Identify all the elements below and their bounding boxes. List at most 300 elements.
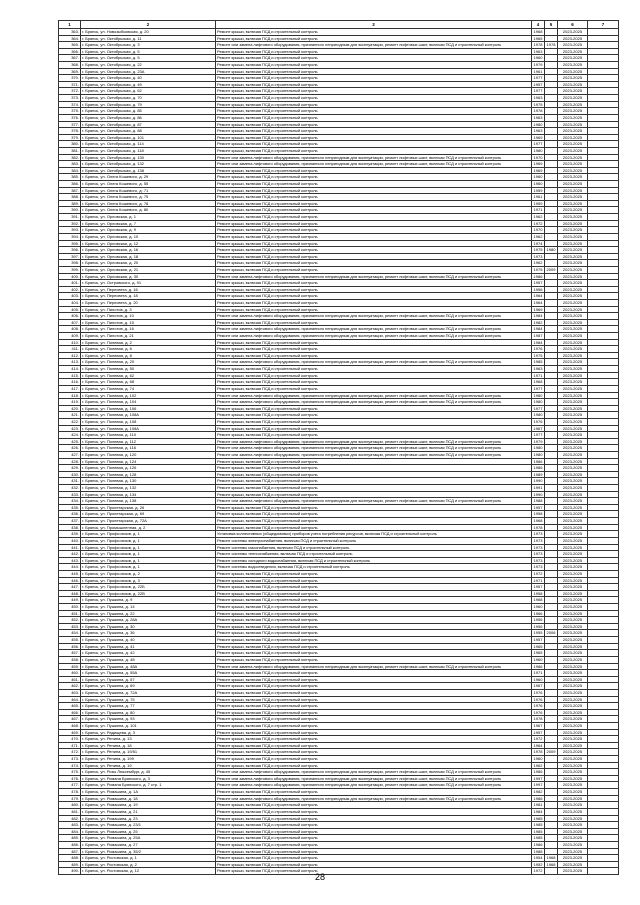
cell-year-reconstructed — [545, 531, 558, 538]
cell-year-built: 1960 — [532, 756, 545, 763]
cell-work-type: Ремонт крыши, включая ПСД и строительный контроль — [216, 815, 532, 822]
cell-address: г. Брянск, ул. Полевая, д. 124 — [81, 458, 216, 465]
cell-work-type: Ремонт крыши, включая ПСД и строительный контроль — [216, 590, 532, 597]
cell-year-built: 1968 — [532, 29, 545, 36]
cell-year-reconstructed — [545, 822, 558, 829]
cell-planned-period: 2023-2025 — [558, 432, 588, 439]
cell-planned-period: 2023-2025 — [558, 339, 588, 346]
cell-address: г. Брянск, ул. Ромашина, д. 25 — [81, 828, 216, 835]
cell-year-built: 1962 — [532, 762, 545, 769]
table-row — [59, 114, 619, 121]
cell-year-built: 1975 — [532, 266, 545, 273]
cell-work-type: Ремонт крыши, включая ПСД и строительный контроль — [216, 346, 532, 353]
cell-address: г. Брянск, ул. Новозыбковская, д. 20 — [81, 29, 216, 36]
cell-note — [588, 412, 619, 419]
table-row — [59, 48, 619, 55]
cell-planned-period: 2023-2025 — [558, 418, 588, 425]
cell-row-number: 463. — [59, 689, 81, 696]
cell-year-built: 1980 — [532, 392, 545, 399]
cell-planned-period: 2023-2025 — [558, 597, 588, 604]
cell-note — [588, 643, 619, 650]
cell-work-type: Ремонт крыши, включая ПСД и строительный контроль — [216, 75, 532, 82]
cell-work-type: Ремонт крыши, включая ПСД и строительный контроль — [216, 286, 532, 293]
cell-note — [588, 855, 619, 862]
cell-work-type: Ремонт крыши, включая ПСД и строительный контроль — [216, 101, 532, 108]
table-row — [59, 689, 619, 696]
cell-planned-period: 2023-2025 — [558, 736, 588, 743]
cell-year-built: 1963 — [532, 128, 545, 135]
cell-row-number: 420. — [59, 405, 81, 412]
cell-year-built: 1979 — [532, 438, 545, 445]
cell-planned-period: 2023-2025 — [558, 703, 588, 710]
cell-note — [588, 220, 619, 227]
cell-planned-period: 2023-2025 — [558, 716, 588, 723]
cell-planned-period: 2023-2025 — [558, 62, 588, 69]
cell-year-built: 1991 — [532, 485, 545, 492]
cell-note — [588, 346, 619, 353]
table-row — [59, 181, 619, 188]
cell-note — [588, 716, 619, 723]
cell-work-type: Ремонт или замена лифтового оборудования, признанного непригодным для эксплуатации, ремонт лифтовых шахт, включая ПСД и строительный контроль — [216, 333, 532, 340]
cell-note — [588, 841, 619, 848]
cell-address: г. Брянск, ул. Розы Люксембург, д. 45 — [81, 769, 216, 776]
cell-year-reconstructed — [545, 828, 558, 835]
cell-address: г. Брянск, ул. Полевая, д. 68 — [81, 379, 216, 386]
cell-address: г. Брянск, ул. Полевая, д. 104 — [81, 399, 216, 406]
cell-note — [588, 637, 619, 644]
cell-note — [588, 742, 619, 749]
header-col-1: 1 — [59, 21, 81, 29]
cell-note — [588, 445, 619, 452]
cell-year-reconstructed — [545, 200, 558, 207]
cell-planned-period: 2023-2025 — [558, 55, 588, 62]
cell-year-reconstructed — [545, 518, 558, 525]
cell-row-number: 483. — [59, 822, 81, 829]
cell-year-built: 1963 — [532, 95, 545, 102]
cell-year-reconstructed — [545, 590, 558, 597]
cell-work-type: Ремонт крыши, включая ПСД и строительный контроль — [216, 828, 532, 835]
cell-year-built: 1972 — [532, 868, 545, 875]
table-row — [59, 134, 619, 141]
cell-note — [588, 749, 619, 756]
cell-address: г. Брянск, ул. Орловская, д. 12 — [81, 240, 216, 247]
cell-planned-period: 2023-2025 — [558, 789, 588, 796]
cell-address: г. Брянск, ул. Полевая, д. 106 — [81, 405, 216, 412]
cell-row-number: 473. — [59, 756, 81, 763]
cell-year-reconstructed — [545, 366, 558, 373]
cell-row-number: 383. — [59, 161, 81, 168]
cell-address: г. Брянск, ул. Пушкина, д. 57 — [81, 676, 216, 683]
cell-planned-period: 2023-2025 — [558, 722, 588, 729]
cell-year-built: 1969 — [532, 134, 545, 141]
cell-note — [588, 537, 619, 544]
cell-address: г. Брянск, ул. Романа Брянского, д. 7 стр. 1 — [81, 782, 216, 789]
cell-address: г. Брянск, ул. Репина, д. 13 — [81, 736, 216, 743]
cell-work-type: Ремонт крыши, включая ПСД и строительный контроль — [216, 722, 532, 729]
cell-work-type: Ремонт или замена лифтового оборудования, признанного непригодным для эксплуатации, ремонт лифтовых шахт, включая ПСД и строительный контроль — [216, 399, 532, 406]
cell-row-number: 433. — [59, 491, 81, 498]
cell-note — [588, 670, 619, 677]
cell-year-built: 1986 — [532, 465, 545, 472]
cell-year-reconstructed — [545, 756, 558, 763]
cell-year-reconstructed — [545, 114, 558, 121]
page-number: 28 — [314, 872, 325, 882]
cell-note — [588, 418, 619, 425]
cell-note — [588, 233, 619, 240]
cell-year-built: 1985 — [532, 815, 545, 822]
cell-planned-period: 2023-2025 — [558, 95, 588, 102]
cell-note — [588, 42, 619, 49]
cell-year-reconstructed — [545, 848, 558, 855]
table-row — [59, 167, 619, 174]
cell-year-built: 1973 — [532, 557, 545, 564]
cell-year-reconstructed — [545, 181, 558, 188]
cell-work-type: Ремонт крыши, включая ПСД и строительный контроль — [216, 121, 532, 128]
cell-address: г. Брянск, ул. Пушкина, д. 42 — [81, 650, 216, 657]
cell-year-built: 1971 — [532, 670, 545, 677]
cell-planned-period: 2023-2025 — [558, 359, 588, 366]
cell-year-built: 1986 — [532, 273, 545, 280]
cell-year-built: 1982 — [532, 319, 545, 326]
cell-note — [588, 438, 619, 445]
cell-work-type: Ремонт крыши, включая ПСД и строительный контроль — [216, 841, 532, 848]
cell-year-built: 1976 — [532, 689, 545, 696]
cell-planned-period: 2023-2025 — [558, 260, 588, 267]
table-row — [59, 815, 619, 822]
cell-row-number: 411. — [59, 346, 81, 353]
cell-note — [588, 385, 619, 392]
cell-year-built: 1977 — [532, 385, 545, 392]
cell-row-number: 387. — [59, 187, 81, 194]
cell-work-type: Ремонт крыши, включая ПСД и строительный контроль — [216, 703, 532, 710]
cell-year-built: 1974 — [532, 240, 545, 247]
cell-planned-period: 2023-2025 — [558, 795, 588, 802]
cell-year-reconstructed — [545, 762, 558, 769]
cell-work-type: Ремонт или замена лифтового оборудования, признанного непригодным для эксплуатации, ремонт лифтовых шахт, включая ПСД и строительный контроль — [216, 795, 532, 802]
table-row — [59, 769, 619, 776]
cell-work-type: Ремонт крыши, включая ПСД и строительный контроль — [216, 293, 532, 300]
cell-row-number: 466. — [59, 709, 81, 716]
cell-year-reconstructed — [545, 339, 558, 346]
cell-work-type: Ремонт крыши, включая ПСД и строительный контроль — [216, 372, 532, 379]
cell-year-built: 1978 — [532, 524, 545, 531]
table-row — [59, 656, 619, 663]
cell-planned-period: 2023-2025 — [558, 280, 588, 287]
cell-year-built: 1963 — [532, 114, 545, 121]
cell-year-reconstructed — [545, 570, 558, 577]
cell-address: г. Брянск, ул. Пушкина, д. 22 — [81, 610, 216, 617]
cell-address: г. Брянск, ул. Репина, д. 19 — [81, 762, 216, 769]
cell-note — [588, 379, 619, 386]
table-row — [59, 385, 619, 392]
cell-row-number: 376. — [59, 114, 81, 121]
cell-address: г. Брянск, ул. Орловская, д. 16 — [81, 247, 216, 254]
cell-address: г. Брянск, ул. Полевая, д. 62 — [81, 372, 216, 379]
cell-year-built: 1976 — [532, 709, 545, 716]
cell-address: г. Брянск, ул. Профсоюзов, д. 2 — [81, 570, 216, 577]
cell-row-number: 486. — [59, 841, 81, 848]
cell-planned-period: 2023-2025 — [558, 161, 588, 168]
cell-year-reconstructed — [545, 372, 558, 379]
cell-planned-period: 2023-2025 — [558, 200, 588, 207]
cell-row-number: 403. — [59, 293, 81, 300]
cell-work-type: Ремонт крыши, включая ПСД и строительный контроль — [216, 504, 532, 511]
cell-row-number: 478. — [59, 789, 81, 796]
cell-note — [588, 167, 619, 174]
cell-year-built: 1964 — [532, 293, 545, 300]
cell-work-type: Ремонт крыши, включая ПСД и строительный контроль — [216, 478, 532, 485]
cell-year-reconstructed — [545, 134, 558, 141]
cell-row-number: 424. — [59, 432, 81, 439]
cell-address: г. Брянск, ул. Полевая, д. 2 — [81, 339, 216, 346]
cell-work-type: Ремонт крыши, включая ПСД и строительный контроль — [216, 617, 532, 624]
cell-note — [588, 709, 619, 716]
cell-year-built: 1975 — [532, 247, 545, 254]
table-row — [59, 590, 619, 597]
cell-planned-period: 2023-2025 — [558, 762, 588, 769]
cell-work-type: Ремонт крыши, включая ПСД и строительный контроль — [216, 630, 532, 637]
table-row — [59, 841, 619, 848]
cell-planned-period: 2023-2025 — [558, 861, 588, 868]
cell-planned-period: 2023-2025 — [558, 227, 588, 234]
cell-year-built: 1986 — [532, 663, 545, 670]
cell-year-built: 1977 — [532, 405, 545, 412]
cell-note — [588, 557, 619, 564]
table-row — [59, 359, 619, 366]
table-row — [59, 478, 619, 485]
cell-row-number: 465. — [59, 703, 81, 710]
cell-row-number: 439. — [59, 531, 81, 538]
cell-row-number: 471. — [59, 742, 81, 749]
cell-row-number: 428. — [59, 458, 81, 465]
cell-address: г. Брянск, ул. Полевая, д. 112 — [81, 438, 216, 445]
cell-row-number: 365. — [59, 42, 81, 49]
table-row — [59, 88, 619, 95]
cell-year-built: 1997 — [532, 782, 545, 789]
cell-year-built: 1971 — [532, 372, 545, 379]
cell-address: г. Брянск, ул. Пушкина, д. 36 — [81, 630, 216, 637]
cell-year-reconstructed — [545, 511, 558, 518]
cell-year-reconstructed — [545, 815, 558, 822]
cell-address: г. Брянск, ул. Октябрьская, д. 130 — [81, 154, 216, 161]
cell-row-number: 414. — [59, 366, 81, 373]
table-row — [59, 835, 619, 842]
cell-address: г. Брянск, ул. Полевая, д. 6 — [81, 346, 216, 353]
cell-year-built: 1977 — [532, 432, 545, 439]
cell-work-type: Ремонт крыши, включая ПСД и строительный контроль — [216, 868, 532, 875]
cell-year-built: 1969 — [532, 161, 545, 168]
cell-note — [588, 802, 619, 809]
cell-address: г. Брянск, ул. Октябрьская, д. 40 — [81, 75, 216, 82]
cell-address: г. Брянск, ул. Репина, д. 199 — [81, 756, 216, 763]
cell-row-number: 374. — [59, 101, 81, 108]
cell-note — [588, 617, 619, 624]
cell-note — [588, 339, 619, 346]
cell-note — [588, 504, 619, 511]
table-row — [59, 782, 619, 789]
cell-year-built: 1957 — [532, 504, 545, 511]
cell-row-number: 393. — [59, 227, 81, 234]
cell-year-reconstructed — [545, 610, 558, 617]
cell-row-number: 422. — [59, 418, 81, 425]
cell-address: г. Брянск, ул. Профсоюзов, д. 1 — [81, 531, 216, 538]
cell-work-type: Ремонт крыши, включая ПСД и строительный контроль — [216, 577, 532, 584]
cell-row-number: 485. — [59, 835, 81, 842]
cell-note — [588, 101, 619, 108]
cell-work-type: Ремонт крыши, включая ПСД и строительный контроль — [216, 247, 532, 254]
cell-row-number: 410. — [59, 339, 81, 346]
cell-planned-period: 2023-2025 — [558, 498, 588, 505]
header-col-7: 7 — [588, 21, 619, 29]
cell-year-reconstructed — [545, 623, 558, 630]
cell-note — [588, 808, 619, 815]
cell-note — [588, 121, 619, 128]
cell-year-built: 1989 — [532, 471, 545, 478]
cell-note — [588, 48, 619, 55]
cell-year-built: 1971 — [532, 207, 545, 214]
cell-note — [588, 465, 619, 472]
cell-year-reconstructed — [545, 742, 558, 749]
cell-year-built: 1973 — [532, 253, 545, 260]
cell-year-reconstructed — [545, 141, 558, 148]
cell-planned-period: 2023-2025 — [558, 233, 588, 240]
cell-work-type: Ремонт крыши, включая ПСД и строительный контроль — [216, 465, 532, 472]
table-row — [59, 273, 619, 280]
cell-row-number: 408. — [59, 326, 81, 333]
cell-row-number: 389. — [59, 200, 81, 207]
cell-address: г. Брянск, ул. Олега Кошевого, д. 75 — [81, 194, 216, 201]
cell-note — [588, 366, 619, 373]
table-row — [59, 75, 619, 82]
cell-year-built: 1980 — [532, 445, 545, 452]
cell-address: г. Брянск, ул. Полевая, д. 134 — [81, 491, 216, 498]
table-row — [59, 418, 619, 425]
cell-year-built: 1968 — [532, 597, 545, 604]
cell-address: г. Брянск, ул. Репина, д. 18 — [81, 742, 216, 749]
cell-row-number: 406. — [59, 313, 81, 320]
cell-year-built: 1960 — [532, 656, 545, 663]
cell-planned-period: 2023-2025 — [558, 293, 588, 300]
cell-year-built: 1984 — [532, 808, 545, 815]
cell-year-built: 1969 — [532, 167, 545, 174]
cell-note — [588, 815, 619, 822]
cell-work-type: Ремонт крыши, включая ПСД и строительный контроль — [216, 425, 532, 432]
cell-planned-period: 2023-2025 — [558, 392, 588, 399]
cell-work-type: Ремонт крыши, включая ПСД и строительный контроль — [216, 194, 532, 201]
cell-work-type: Ремонт крыши, включая ПСД и строительный контроль — [216, 220, 532, 227]
cell-work-type: Ремонт крыши, включая ПСД и строительный контроль — [216, 524, 532, 531]
cell-row-number: 427. — [59, 452, 81, 459]
cell-row-number: 392. — [59, 220, 81, 227]
cell-row-number: 434. — [59, 498, 81, 505]
cell-note — [588, 187, 619, 194]
table-row — [59, 366, 619, 373]
cell-note — [588, 736, 619, 743]
cell-note — [588, 703, 619, 710]
cell-note — [588, 240, 619, 247]
cell-year-reconstructed — [545, 399, 558, 406]
cell-year-reconstructed — [545, 405, 558, 412]
cell-planned-period: 2023-2025 — [558, 121, 588, 128]
cell-planned-period: 2023-2025 — [558, 333, 588, 340]
cell-year-built: 1980 — [532, 147, 545, 154]
cell-year-reconstructed — [545, 471, 558, 478]
document-table-container — [58, 20, 618, 875]
cell-year-reconstructed — [545, 650, 558, 657]
cell-planned-period: 2023-2025 — [558, 405, 588, 412]
table-row — [59, 696, 619, 703]
cell-year-built: 1957 — [532, 729, 545, 736]
cell-year-built: 1960 — [532, 174, 545, 181]
cell-planned-period: 2023-2025 — [558, 88, 588, 95]
cell-planned-period: 2023-2025 — [558, 577, 588, 584]
cell-year-reconstructed — [545, 663, 558, 670]
cell-year-reconstructed — [545, 48, 558, 55]
cell-year-built: 1971 — [532, 577, 545, 584]
cell-row-number: 368. — [59, 62, 81, 69]
cell-address: г. Брянск, ул. Профсоюзов, д. 3 — [81, 577, 216, 584]
table-row — [59, 452, 619, 459]
table-row — [59, 604, 619, 611]
cell-row-number: 445. — [59, 570, 81, 577]
cell-note — [588, 491, 619, 498]
cell-year-reconstructed — [545, 418, 558, 425]
cell-year-built: 1985 — [532, 822, 545, 829]
cell-address: г. Брянск, ул. Пушкина, д. 75 — [81, 696, 216, 703]
cell-row-number: 456. — [59, 643, 81, 650]
cell-planned-period: 2023-2025 — [558, 855, 588, 862]
cell-work-type: Ремонт крыши, включая ПСД и строительный контроль — [216, 108, 532, 115]
cell-year-reconstructed — [545, 167, 558, 174]
table-row — [59, 240, 619, 247]
cell-planned-period: 2023-2025 — [558, 749, 588, 756]
table-row — [59, 703, 619, 710]
cell-planned-period: 2023-2025 — [558, 29, 588, 36]
table-row — [59, 147, 619, 154]
table-row — [59, 161, 619, 168]
cell-row-number: 448. — [59, 590, 81, 597]
cell-address: г. Брянск, ул. Орловская, д. 1 — [81, 214, 216, 221]
cell-note — [588, 266, 619, 273]
header-col-3: 3 — [216, 21, 532, 29]
cell-planned-period: 2023-2025 — [558, 822, 588, 829]
cell-planned-period: 2023-2025 — [558, 352, 588, 359]
cell-year-reconstructed — [545, 392, 558, 399]
cell-row-number: 490. — [59, 868, 81, 875]
cell-year-reconstructed — [545, 802, 558, 809]
cell-planned-period: 2023-2025 — [558, 570, 588, 577]
cell-year-built: 1959 — [532, 200, 545, 207]
cell-year-built: 1981 — [532, 802, 545, 809]
cell-work-type: Ремонт крыши, включая ПСД и строительный контроль — [216, 802, 532, 809]
table-row — [59, 141, 619, 148]
cell-year-reconstructed — [545, 577, 558, 584]
cell-note — [588, 154, 619, 161]
cell-work-type: Ремонт крыши, включая ПСД и строительный контроль — [216, 650, 532, 657]
cell-year-built: 1954 — [532, 855, 545, 862]
cell-address: г. Брянск, ул. Орловская, д. 18 — [81, 253, 216, 260]
cell-note — [588, 181, 619, 188]
cell-year-reconstructed — [545, 709, 558, 716]
table-row — [59, 339, 619, 346]
cell-row-number: 457. — [59, 650, 81, 657]
cell-address: г. Брянск, ул. Полевая, д. 102 — [81, 392, 216, 399]
cell-year-reconstructed — [545, 775, 558, 782]
cell-work-type: Ремонт крыши, включая ПСД и строительный контроль — [216, 134, 532, 141]
cell-planned-period: 2023-2025 — [558, 604, 588, 611]
cell-work-type: Установка коллективных (общедомовых) приборов учета потребления ресурсов, включая ПСД и строительный контроль — [216, 531, 532, 538]
table-row — [59, 663, 619, 670]
